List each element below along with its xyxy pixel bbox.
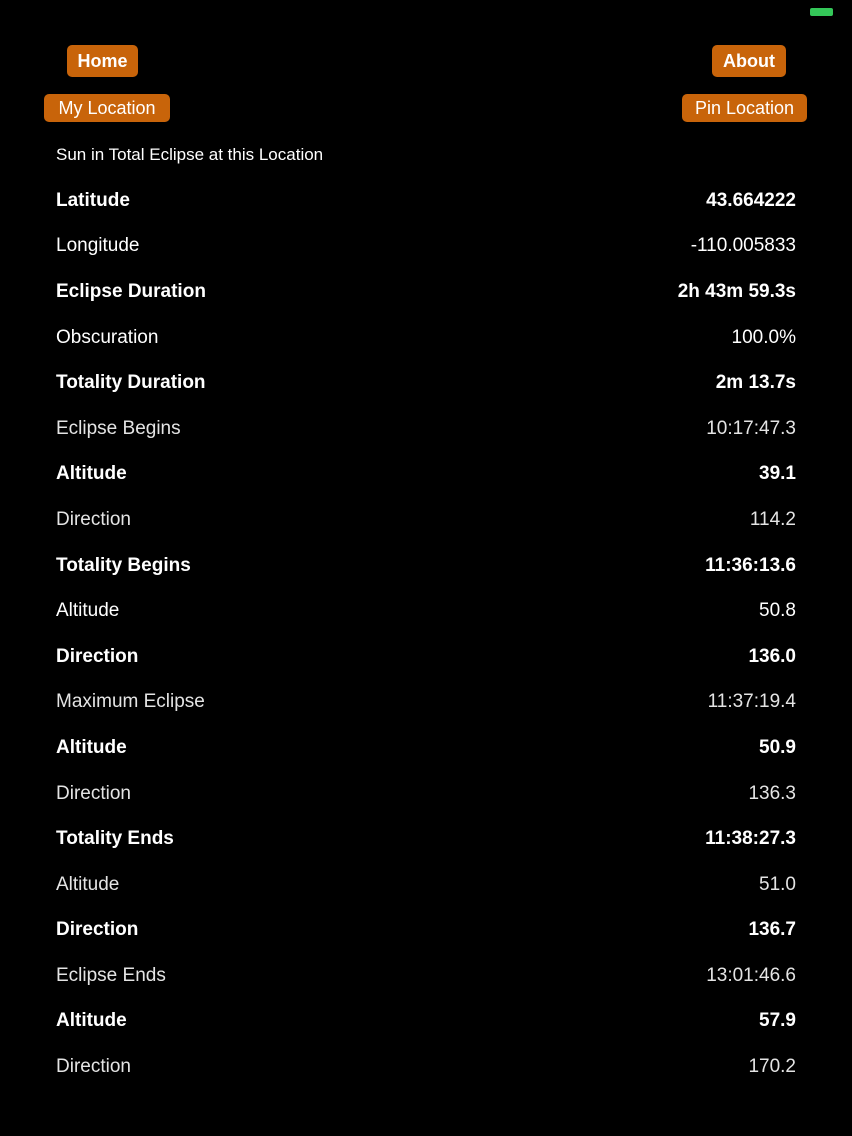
detail-value: 43.664222 bbox=[706, 189, 796, 211]
detail-row-totality-ends bbox=[56, 816, 796, 862]
my-location-button[interactable]: My Location bbox=[44, 94, 170, 122]
detail-row-obscuration bbox=[56, 315, 796, 361]
detail-value: 51.0 bbox=[759, 873, 796, 895]
detail-label: Maximum Eclipse bbox=[56, 691, 205, 713]
detail-value: 11:37:19.4 bbox=[707, 691, 796, 713]
detail-label: Eclipse Duration bbox=[56, 280, 206, 302]
home-button[interactable]: Home bbox=[67, 45, 138, 77]
detail-label: Altitude bbox=[56, 600, 120, 622]
detail-row-eclipse-duration bbox=[56, 269, 796, 315]
detail-value: 50.8 bbox=[759, 600, 796, 622]
detail-value: 170.2 bbox=[748, 1056, 796, 1078]
detail-value: 2h 43m 59.3s bbox=[677, 280, 796, 302]
detail-row-eclipse-begins bbox=[56, 406, 796, 452]
detail-value: 11:36:13.6 bbox=[705, 554, 796, 576]
detail-label: Direction bbox=[56, 508, 131, 530]
detail-value: 39.1 bbox=[759, 463, 796, 485]
detail-label: Totality Begins bbox=[56, 554, 191, 576]
detail-label: Totality Duration bbox=[56, 372, 206, 394]
detail-label: Obscuration bbox=[56, 326, 159, 348]
detail-row-altitude bbox=[56, 999, 796, 1045]
detail-value: 2m 13.7s bbox=[715, 372, 796, 394]
detail-row-latitude bbox=[56, 178, 796, 224]
detail-label: Altitude bbox=[56, 873, 120, 895]
detail-row-altitude bbox=[56, 588, 796, 634]
detail-row-eclipse-ends bbox=[56, 953, 796, 999]
detail-label: Eclipse Begins bbox=[56, 417, 181, 439]
detail-row-direction bbox=[56, 771, 796, 817]
eclipse-status-text: Sun in Total Eclipse at this Location bbox=[56, 145, 324, 164]
battery-indicator-icon bbox=[810, 8, 833, 16]
detail-row-direction bbox=[56, 908, 796, 954]
detail-label: Altitude bbox=[56, 1010, 127, 1032]
eclipse-details-list bbox=[56, 178, 796, 1090]
detail-row-direction bbox=[56, 497, 796, 543]
detail-value: 11:38:27.3 bbox=[705, 828, 796, 850]
detail-label: Eclipse Ends bbox=[56, 964, 166, 986]
detail-label: Altitude bbox=[56, 736, 127, 758]
detail-row-totality-duration bbox=[56, 360, 796, 406]
detail-label: Direction bbox=[56, 919, 139, 941]
detail-value: 13:01:46.6 bbox=[706, 964, 796, 986]
detail-row-direction bbox=[56, 634, 796, 680]
detail-row-direction bbox=[56, 1044, 796, 1090]
detail-row-longitude bbox=[56, 224, 796, 270]
detail-value: 136.7 bbox=[748, 919, 796, 941]
detail-value: 50.9 bbox=[759, 736, 796, 758]
detail-row-altitude bbox=[56, 862, 796, 908]
detail-value: 100.0% bbox=[731, 326, 796, 348]
detail-value: -110.005833 bbox=[690, 235, 796, 257]
detail-label: Latitude bbox=[56, 189, 130, 211]
about-button[interactable]: About bbox=[712, 45, 786, 77]
detail-label: Longitude bbox=[56, 235, 140, 257]
detail-value: 114.2 bbox=[749, 508, 796, 530]
detail-row-altitude bbox=[56, 452, 796, 498]
detail-label: Direction bbox=[56, 1056, 131, 1078]
detail-row-altitude bbox=[56, 725, 796, 771]
detail-value: 10:17:47.3 bbox=[706, 417, 796, 439]
detail-row-maximum-eclipse bbox=[56, 680, 796, 726]
pin-location-button[interactable]: Pin Location bbox=[682, 94, 807, 122]
detail-value: 57.9 bbox=[759, 1010, 796, 1032]
detail-value: 136.0 bbox=[748, 645, 796, 667]
detail-label: Totality Ends bbox=[56, 828, 174, 850]
detail-label: Altitude bbox=[56, 463, 127, 485]
detail-label: Direction bbox=[56, 782, 131, 804]
detail-row-totality-begins bbox=[56, 543, 796, 589]
detail-label: Direction bbox=[56, 645, 139, 667]
detail-value: 136.3 bbox=[748, 782, 796, 804]
